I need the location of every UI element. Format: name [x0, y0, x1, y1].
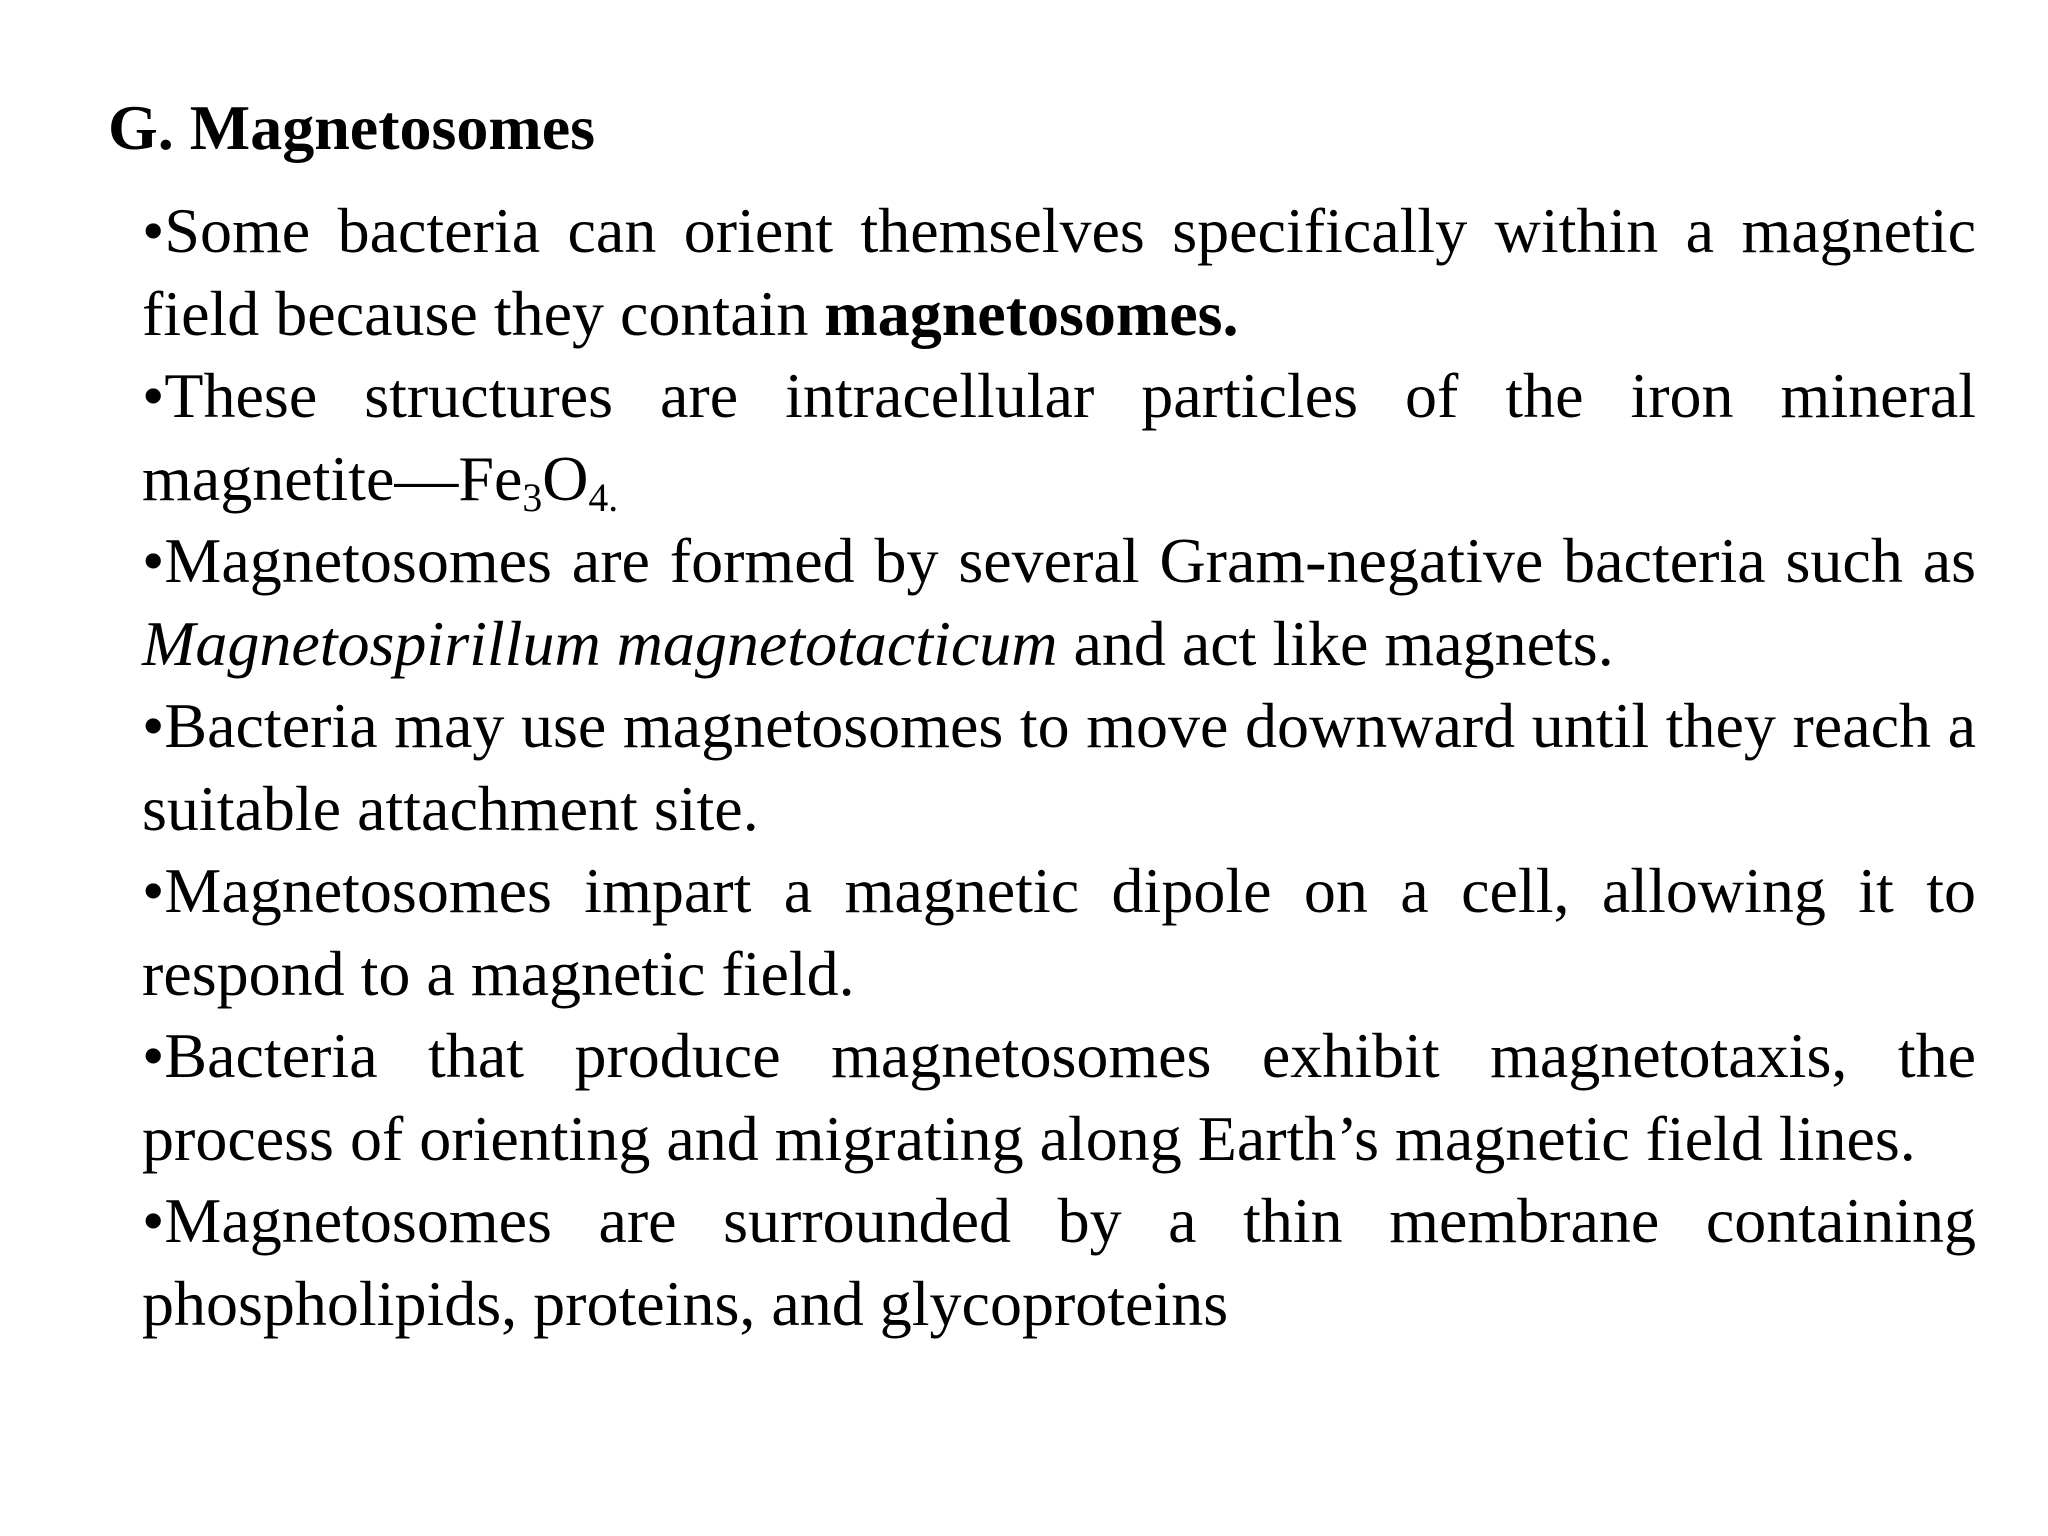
bullet-gram-negative	[142, 520, 1976, 685]
bullet-list	[142, 190, 1976, 1345]
bullet-magnetic-dipole: •Magnetosomes impart a magnetic dipole on a cell, allowing it to respond to a magnetic field.	[142, 855, 1976, 1009]
subscript: 3	[522, 475, 543, 520]
subscript: 4.	[588, 475, 619, 520]
slide-title: G. Magnetosomes	[108, 92, 596, 163]
formula-part: O	[542, 442, 589, 514]
bullet-magnetotaxis: •Bacteria that produce magnetosomes exhibit magnetotaxis, the process of orienting and migrating along Earth’s magnetic field lines.	[142, 1020, 1976, 1174]
bullet-magnetic-orientation	[142, 190, 1976, 355]
bold-term: magnetosomes.	[824, 277, 1239, 349]
bullet-text: •Some bacteria can orient themselves specifically within a magnetic field because they contain	[142, 195, 1976, 349]
bullet-downward-movement: •Bacteria may use magnetosomes to move downward until they reach a suitable attachment site.	[142, 690, 1976, 844]
bullet-text-end: and act like magnets.	[1057, 607, 1614, 679]
bullet-magnetite	[142, 355, 1976, 520]
bullet-text: •These structures are intracellular particles of the iron mineral magnetite—Fe	[142, 360, 1976, 514]
bullet-membrane: •Magnetosomes are surrounded by a thin membrane containing phospholipids, proteins, and glycoproteins	[142, 1185, 1976, 1339]
species-name: Magnetospirillum magnetotacticum	[142, 607, 1058, 679]
bullet-text: •Magnetosomes are formed by several Gram-negative bacteria such as	[142, 525, 1976, 596]
